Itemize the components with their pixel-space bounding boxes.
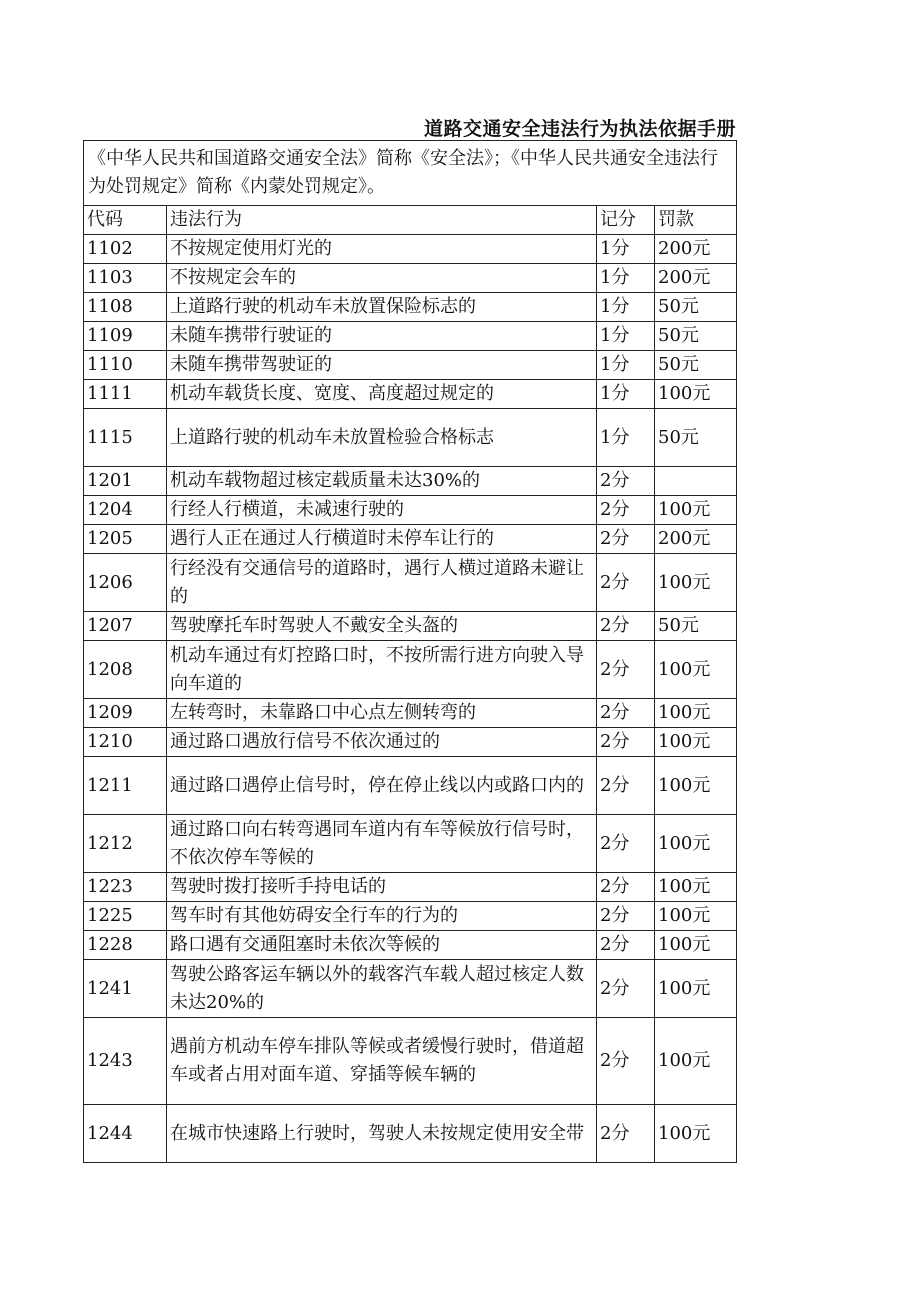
cell-points: 2分 bbox=[597, 815, 655, 873]
cell-points: 2分 bbox=[597, 554, 655, 612]
cell-behavior: 上道路行驶的机动车未放置保险标志的 bbox=[167, 293, 597, 322]
cell-fine: 50元 bbox=[655, 351, 737, 380]
cell-code: 1243 bbox=[84, 1018, 167, 1105]
cell-behavior: 未随车携带驾驶证的 bbox=[167, 351, 597, 380]
cell-behavior: 通过路口向右转弯遇同车道内有车等候放行信号时，不依次停车等候的 bbox=[167, 815, 597, 873]
cell-points: 2分 bbox=[597, 757, 655, 815]
table-row bbox=[84, 525, 737, 554]
cell-code: 1228 bbox=[84, 931, 167, 960]
cell-code: 1109 bbox=[84, 322, 167, 351]
cell-code: 1241 bbox=[84, 960, 167, 1018]
table-row bbox=[84, 873, 737, 902]
table-row bbox=[84, 554, 737, 612]
cell-fine: 100元 bbox=[655, 902, 737, 931]
violation-table bbox=[83, 140, 737, 1163]
cell-fine: 50元 bbox=[655, 612, 737, 641]
cell-points: 2分 bbox=[597, 960, 655, 1018]
cell-behavior: 驾驶时拨打接听手持电话的 bbox=[167, 873, 597, 902]
cell-fine: 100元 bbox=[655, 728, 737, 757]
cell-points: 1分 bbox=[597, 322, 655, 351]
cell-behavior: 驾驶摩托车时驾驶人不戴安全头盔的 bbox=[167, 612, 597, 641]
cell-points: 2分 bbox=[597, 467, 655, 496]
cell-points: 2分 bbox=[597, 902, 655, 931]
cell-fine: 100元 bbox=[655, 496, 737, 525]
header-behavior: 违法行为 bbox=[167, 206, 597, 235]
cell-fine: 200元 bbox=[655, 264, 737, 293]
table-row bbox=[84, 612, 737, 641]
cell-code: 1108 bbox=[84, 293, 167, 322]
cell-code: 1212 bbox=[84, 815, 167, 873]
cell-fine: 100元 bbox=[655, 699, 737, 728]
cell-fine: 100元 bbox=[655, 1105, 737, 1163]
header-fine: 罚款 bbox=[655, 206, 737, 235]
cell-code: 1204 bbox=[84, 496, 167, 525]
cell-behavior: 遇行人正在通过人行横道时未停车让行的 bbox=[167, 525, 597, 554]
abbreviation-note: 《中华人民共和国道路交通安全法》简称《安全法》；《中华人民共通安全违法行为处罚规定》简称《内蒙处罚规定》。 bbox=[84, 141, 737, 206]
cell-points: 2分 bbox=[597, 641, 655, 699]
cell-code: 1103 bbox=[84, 264, 167, 293]
table-row bbox=[84, 641, 737, 699]
table-row bbox=[84, 409, 737, 467]
table-row bbox=[84, 467, 737, 496]
table-row bbox=[84, 293, 737, 322]
table-row bbox=[84, 380, 737, 409]
header-row bbox=[84, 206, 737, 235]
page-title: 道路交通安全违法行为执法依据手册 bbox=[423, 118, 736, 140]
cell-code: 1225 bbox=[84, 902, 167, 931]
cell-fine: 100元 bbox=[655, 873, 737, 902]
cell-behavior: 上道路行驶的机动车未放置检验合格标志 bbox=[167, 409, 597, 467]
cell-behavior: 未随车携带行驶证的 bbox=[167, 322, 597, 351]
header-code: 代码 bbox=[84, 206, 167, 235]
cell-fine: 100元 bbox=[655, 757, 737, 815]
cell-code: 1207 bbox=[84, 612, 167, 641]
cell-code: 1223 bbox=[84, 873, 167, 902]
table-row bbox=[84, 931, 737, 960]
cell-behavior: 机动车载物超过核定载质量未达30%的 bbox=[167, 467, 597, 496]
table-row bbox=[84, 902, 737, 931]
table-row bbox=[84, 728, 737, 757]
table-row bbox=[84, 351, 737, 380]
table-row bbox=[84, 496, 737, 525]
cell-code: 1211 bbox=[84, 757, 167, 815]
cell-behavior: 驾驶公路客运车辆以外的载客汽车载人超过核定人数未达20%的 bbox=[167, 960, 597, 1018]
cell-code: 1244 bbox=[84, 1105, 167, 1163]
cell-points: 2分 bbox=[597, 1105, 655, 1163]
violation-table-container bbox=[83, 140, 736, 1163]
table-row bbox=[84, 1018, 737, 1105]
cell-behavior: 驾车时有其他妨碍安全行车的行为的 bbox=[167, 902, 597, 931]
cell-fine: 100元 bbox=[655, 641, 737, 699]
cell-fine: 200元 bbox=[655, 235, 737, 264]
table-row bbox=[84, 815, 737, 873]
cell-fine bbox=[655, 467, 737, 496]
cell-behavior: 行经没有交通信号的道路时，遇行人横过道路未避让的 bbox=[167, 554, 597, 612]
cell-fine: 200元 bbox=[655, 525, 737, 554]
cell-fine: 100元 bbox=[655, 931, 737, 960]
cell-fine: 50元 bbox=[655, 409, 737, 467]
cell-behavior: 不按规定会车的 bbox=[167, 264, 597, 293]
table-row bbox=[84, 235, 737, 264]
cell-code: 1205 bbox=[84, 525, 167, 554]
table-row bbox=[84, 960, 737, 1018]
cell-points: 2分 bbox=[597, 496, 655, 525]
table-row bbox=[84, 1105, 737, 1163]
cell-points: 2分 bbox=[597, 931, 655, 960]
cell-behavior: 行经人行横道，未减速行驶的 bbox=[167, 496, 597, 525]
cell-points: 1分 bbox=[597, 235, 655, 264]
cell-fine: 50元 bbox=[655, 322, 737, 351]
cell-code: 1206 bbox=[84, 554, 167, 612]
cell-points: 2分 bbox=[597, 1018, 655, 1105]
cell-fine: 100元 bbox=[655, 554, 737, 612]
cell-fine: 100元 bbox=[655, 960, 737, 1018]
cell-points: 1分 bbox=[597, 409, 655, 467]
cell-behavior: 左转弯时，未靠路口中心点左侧转弯的 bbox=[167, 699, 597, 728]
table-row bbox=[84, 322, 737, 351]
cell-code: 1115 bbox=[84, 409, 167, 467]
cell-points: 2分 bbox=[597, 612, 655, 641]
cell-behavior: 路口遇有交通阻塞时未依次等候的 bbox=[167, 931, 597, 960]
cell-points: 2分 bbox=[597, 873, 655, 902]
cell-behavior: 通过路口遇放行信号不依次通过的 bbox=[167, 728, 597, 757]
cell-behavior: 在城市快速路上行驶时，驾驶人未按规定使用安全带 bbox=[167, 1105, 597, 1163]
cell-code: 1111 bbox=[84, 380, 167, 409]
cell-behavior: 机动车通过有灯控路口时，不按所需行进方向驶入导向车道的 bbox=[167, 641, 597, 699]
cell-code: 1208 bbox=[84, 641, 167, 699]
cell-behavior: 遇前方机动车停车排队等候或者缓慢行驶时，借道超车或者占用对面车道、穿插等候车辆的 bbox=[167, 1018, 597, 1105]
cell-code: 1102 bbox=[84, 235, 167, 264]
cell-behavior: 机动车载货长度、宽度、高度超过规定的 bbox=[167, 380, 597, 409]
cell-points: 2分 bbox=[597, 525, 655, 554]
cell-behavior: 不按规定使用灯光的 bbox=[167, 235, 597, 264]
table-row bbox=[84, 757, 737, 815]
cell-fine: 100元 bbox=[655, 1018, 737, 1105]
cell-points: 2分 bbox=[597, 699, 655, 728]
cell-points: 1分 bbox=[597, 380, 655, 409]
cell-points: 1分 bbox=[597, 264, 655, 293]
header-points: 记分 bbox=[597, 206, 655, 235]
cell-behavior: 通过路口遇停止信号时，停在停止线以内或路口内的 bbox=[167, 757, 597, 815]
cell-points: 2分 bbox=[597, 728, 655, 757]
cell-code: 1209 bbox=[84, 699, 167, 728]
cell-code: 1110 bbox=[84, 351, 167, 380]
cell-fine: 100元 bbox=[655, 380, 737, 409]
table-row bbox=[84, 264, 737, 293]
cell-fine: 100元 bbox=[655, 815, 737, 873]
cell-points: 1分 bbox=[597, 293, 655, 322]
cell-fine: 50元 bbox=[655, 293, 737, 322]
table-row bbox=[84, 699, 737, 728]
cell-code: 1201 bbox=[84, 467, 167, 496]
note-row bbox=[84, 141, 737, 206]
cell-code: 1210 bbox=[84, 728, 167, 757]
cell-points: 1分 bbox=[597, 351, 655, 380]
